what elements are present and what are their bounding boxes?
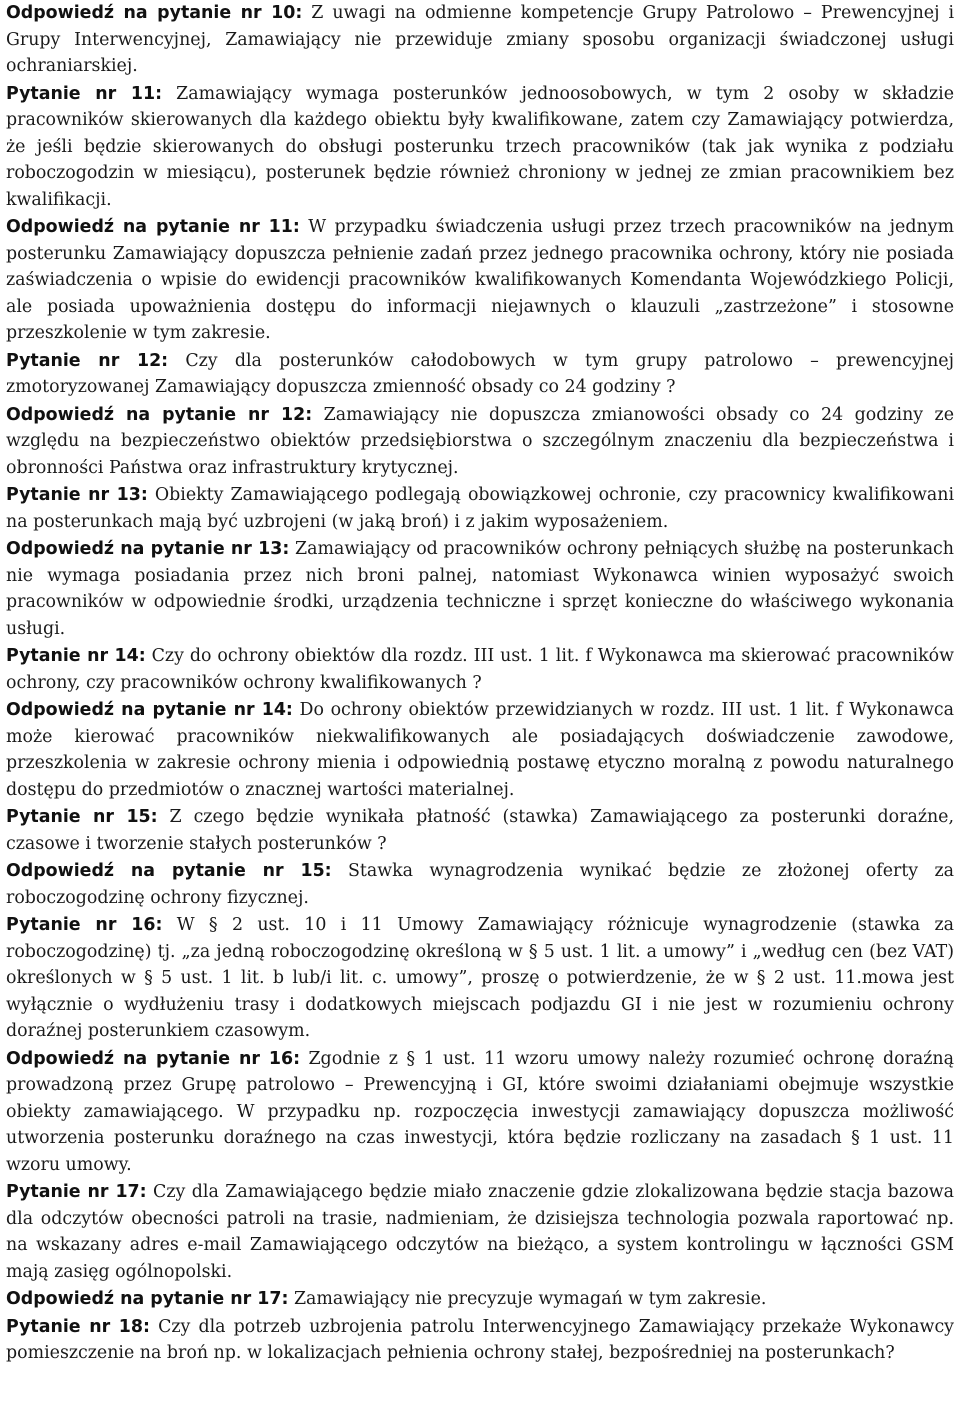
question-12-label: Pytanie nr 12: xyxy=(6,350,169,371)
answer-13-text: Zamawiający od pracowników ochrony pełniących służbę na posterunkach nie wymaga posiadania przez nich broni palnej, natomiast Wykonawca winien wyposażyć swoich pracowników w odpowiednie środki, urządzenia techniczne i sprzęt konieczne do właściwego wykonania usługi. xyxy=(6,539,955,639)
question-15 xyxy=(6,804,954,857)
answer-17 xyxy=(6,1286,954,1313)
answer-16-text: Zgodnie z § 1 ust. 11 wzoru umowy należy rozumieć ochronę doraźną prowadzoną przez Grupę patrolowo – Prewencyjną i GI, które swoimi działaniami obejmuje wszystkie obiekty zamawiającego. W przypadku np. rozpoczęcia inwestycji zamawiający dopuszcza możliwość utworzenia posterunku doraźnego na czas inwestycji, która będzie rozliczany na zasadach § 1 ust. 11 wzoru umowy. xyxy=(6,1048,954,1175)
question-18-text: Czy dla potrzeb uzbrojenia patrolu Interwencyjnego Zamawiający przekaże Wykonawcy pomieszczenie na broń np. w lokalizacjach pełnienia ochrony stałej, bezpośredniej na posterunkach? xyxy=(6,1316,955,1363)
answer-13 xyxy=(6,536,954,642)
question-13-text: Obiekty Zamawiającego podlegają obowiązkowej ochronie, czy pracownicy kwalifikowani na posterunkach mają być uzbrojeni (w jaką broń) i z jakim wyposażeniem. xyxy=(6,485,955,532)
answer-17-text: Zamawiający nie precyzuje wymagań w tym zakresie. xyxy=(288,1289,767,1309)
answer-15-label: Odpowiedź na pytanie nr 15: xyxy=(6,861,332,881)
answer-17-label: Odpowiedź na pytanie nr 17: xyxy=(6,1289,289,1309)
answer-10-text: Z uwagi na odmienne kompetencje Grupy Patrolowo – Prewencyjnej i Grupy Interwencyjnej, Zamawiający nie przewiduje zmiany sposobu organizacji świadczonej usługi ochraniarskiej. xyxy=(6,3,955,76)
answer-10-label: Odpowiedź na pytanie nr 10: xyxy=(6,3,303,23)
question-15-label: Pytanie nr 15: xyxy=(6,807,158,827)
answer-12 xyxy=(6,402,954,482)
answer-14-text: Do ochrony obiektów przewidzianych w rozdz. III ust. 1 lit. f Wykonawca może kierować pracowników niekwalifikowanych ale posiadających doświadczenie zawodowe, przeszkolenia w zakresie ochrony mienia i odpowiednią postawę etyczno moralną z powodu naturalnego dostępu do przedmiotów o znacznej wartości materialnej. xyxy=(6,700,955,800)
question-12 xyxy=(6,348,954,401)
question-11-label: Pytanie nr 11: xyxy=(6,83,163,104)
answer-16 xyxy=(6,1046,954,1179)
answer-16-label: Odpowiedź na pytanie nr 16: xyxy=(6,1048,301,1069)
answer-11 xyxy=(6,214,954,347)
question-15-text: Z czego będzie wynikała płatność (stawka) Zamawiającego za posterunki doraźne, czasowe i tworzenie stałych posterunków ? xyxy=(6,807,954,854)
answer-14-label: Odpowiedź na pytanie nr 14: xyxy=(6,700,293,720)
answer-13-label: Odpowiedź na pytanie nr 13: xyxy=(6,539,290,559)
answer-11-label: Odpowiedź na pytanie nr 11: xyxy=(6,217,300,237)
question-14-text: Czy do ochrony obiektów dla rozdz. III ust. 1 lit. f Wykonawca ma skierować pracowników ochrony, czy pracowników ochrony kwalifikowanych ? xyxy=(6,646,955,693)
answer-15-text: Stawka wynagrodzenia wynikać będzie ze złożonej oferty za roboczogodzinę ochrony fizycznej. xyxy=(6,861,954,908)
question-17-label: Pytanie nr 17: xyxy=(6,1182,147,1202)
question-18-label: Pytanie nr 18: xyxy=(6,1316,150,1337)
answer-15 xyxy=(6,858,954,911)
answer-14 xyxy=(6,697,954,803)
question-16-label: Pytanie nr 16: xyxy=(6,915,163,935)
question-17-text: Czy dla Zamawiającego będzie miało znaczenie gdzie zlokalizowana będzie stacja bazowa dla odczytów obecności patroli na trasie, nadmieniam, że dzisiejsza technologia pozwala raportować np. na wskazany adres e-mail Zamawiającego odczytów na bieżąco, a system kontrolingu w łączności GSM mają zasięg ogólnopolski. xyxy=(6,1182,955,1282)
answer-12-text: Zamawiający nie dopuszcza zmianowości obsady co 24 godziny ze względu na bezpieczeństwo obiektów przedsiębiorstwa o szczególnym znaczeniu dla bezpieczeństwa i obronności Państwa oraz infrastruktury krytycznej. xyxy=(6,404,955,478)
question-14-label: Pytanie nr 14: xyxy=(6,646,146,666)
answer-11-text: W przypadku świadczenia usługi przez trzech pracowników na jednym posterunku Zamawiający dopuszcza pełnienie zadań przez jednego pracownika ochrony, który nie posiada zaświadczenia o wpisie do ewidencji pracowników kwalifikowanych Komendanta Wojewódzkiego Policji, ale posiada upoważnienia dostępu do informacji niejawnych o klauzuli „zastrzeżone” i stosowne przeszkolenie w tym zakresie. xyxy=(6,217,955,343)
question-11 xyxy=(6,81,954,214)
answer-12-label: Odpowiedź na pytanie nr 12: xyxy=(6,404,313,425)
question-14 xyxy=(6,643,954,696)
question-18 xyxy=(6,1314,954,1367)
answer-10 xyxy=(6,0,954,80)
question-13 xyxy=(6,482,954,535)
question-16-text: W § 2 ust. 10 i 11 Umowy Zamawiający różnicuje wynagrodzenie (stawka za roboczogodzinę) tj. „za jedną roboczogodzinę określoną w § 5 ust. 1 lit. a umowy” i „według cen (bez VAT) określonych w § 5 ust. 1 lit. b lub/i lit. c. umowy”, proszę o potwierdzenie, że w § 2 ust. 11.mowa jest wyłącznie o wydłużeniu trasy i dodatkowych miejscach podjazdu GI i nie jest w rozumieniu ochrony doraźnej posterunkiem czasowym. xyxy=(6,915,955,1041)
question-12-text: Czy dla posterunków całodobowych w tym grupy patrolowo – prewencyjnej zmotoryzowanej Zamawiający dopuszcza zmienność obsady co 24 godziny ? xyxy=(6,350,954,397)
question-13-label: Pytanie nr 13: xyxy=(6,485,148,505)
question-17 xyxy=(6,1179,954,1285)
question-16 xyxy=(6,912,954,1045)
question-11-text: Zamawiający wymaga posterunków jednoosobowych, w tym 2 osoby w składzie pracowników skierowanych dla każdego obiektu były kwalifikowane, zatem czy Zamawiający potwierdza, że jeśli będzie skierowanych do obsługi posterunku trzech pracowników (tak jak wynika z podziału roboczogodzin w miesiącu), posterunek będzie również chroniony w jednej ze zmian pracownikiem bez kwalifikacji. xyxy=(6,83,954,210)
